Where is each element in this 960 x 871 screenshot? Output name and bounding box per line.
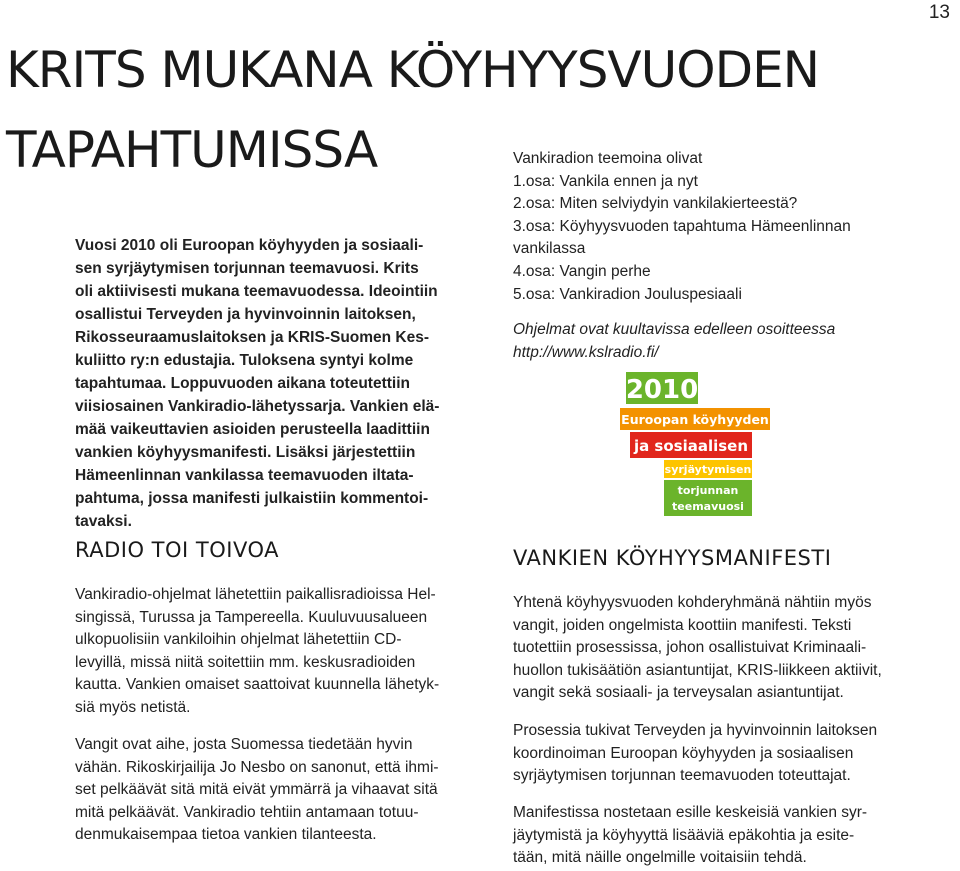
text-line: Rikosseuraamuslaitoksen ja KRIS-Suomen Kes- (75, 329, 430, 346)
list-item: vankilassa (513, 240, 586, 258)
text-line: jäytymistä ja köyhyyttä lisääviä epäkohtia ja esite- (513, 826, 855, 844)
logo-line-1: Euroopan köyhyyden (621, 412, 769, 427)
title-line: KRITS MUKANA KÖYHYYSVUODEN (6, 41, 820, 99)
text-line: koordinoiman Euroopan köyhyyden ja sosiaalisen (513, 744, 854, 762)
list-item: 4.osa: Vangin perhe (513, 262, 651, 280)
text-line: Yhtenä köyhyysvuoden kohderyhmänä nähtiin myös (513, 594, 872, 611)
text-line: vangit, joiden ongelmista koottiin manifesti. Teksti (513, 616, 852, 634)
logo-year: 2010 (625, 375, 699, 405)
text-line: siä myös netistä. (75, 698, 191, 716)
text-line: kuliitto ry:n edustajia. Tuloksena syntyi kolme (75, 352, 414, 369)
logo-line-2: ja sosiaalisen (633, 437, 749, 455)
text-line: tuotettiin prosessissa, johon osallistuivat Kriminaali- (513, 639, 867, 657)
title-line: TAPAHTUMISSA (6, 121, 378, 179)
radio-paragraph-2 (75, 734, 439, 847)
text-line: tapahtumaa. Loppuvuoden aikana toteutettiin (75, 375, 410, 392)
eu-2010-year-logo (620, 372, 770, 518)
text-line: Vankiradion teemoina olivat (513, 150, 703, 167)
text-line: vankien köyhyysmanifesti. Lisäksi järjestettiin (75, 444, 416, 461)
text-line: Manifestissa nostetaan esille keskeisiä vankien syr- (513, 804, 868, 821)
list-item: 5.osa: Vankiradion Jouluspesiaali (513, 285, 742, 303)
text-line: Prosessia tukivat Terveyden ja hyvinvoinnin laitoksen (513, 722, 878, 739)
logo-line-5: teemavuosi (672, 500, 744, 513)
manifesto-paragraph-2 (513, 720, 877, 788)
text-line: vähän. Rikoskirjailija Jo Nesbo on sanonut, että ihmi- (75, 758, 439, 776)
manifesto-paragraph-1 (513, 592, 882, 705)
text-line: osallistui Terveyden ja hyvinvoinnin laitoksen, (75, 306, 416, 323)
text-line: singissä, Turussa ja Tampereella. Kuuluvuusalueen (75, 608, 428, 626)
list-item: 3.osa: Köyhyysvuoden tapahtuma Hämeenlinnan (513, 217, 851, 235)
text-line: tavaksi. (75, 513, 132, 530)
availability-note (513, 319, 835, 364)
list-item: 1.osa: Vankila ennen ja nyt (513, 172, 698, 190)
text-line: kautta. Vankien omaiset saattoivat kuunnella lähetyk- (75, 676, 440, 694)
text-line: syrjäytymisen torjunnan teemavuoden toteuttajat. (513, 767, 851, 785)
url-text: http://www.kslradio.fi/ (513, 343, 659, 361)
intro-paragraph (75, 234, 505, 533)
text-line: huollon tukisäätiön asiantuntijat, KRIS-liikkeen aktiivit, (513, 661, 882, 679)
text-line: Hämeenlinnan vankilassa teemavuoden iltata- (75, 467, 414, 484)
text-line: vangit sekä sosiaali- ja terveysalan asiantuntijat. (513, 684, 844, 702)
logo-line-4: torjunnan (677, 484, 739, 497)
text-line: Vankiradio-ohjelmat lähetettiin paikallisradioissa Hel- (75, 586, 436, 603)
text-line: viisiosainen Vankiradio-lähetyssarja. Vankien elä- (75, 398, 440, 415)
text-line: set pelkäävät sitä mitä eivät ymmärrä ja vihaavat sitä (75, 781, 438, 799)
text-line: tään, mitä näille ongelmille voitaisiin tehdä. (513, 849, 807, 867)
radio-episode-list (513, 148, 851, 306)
list-item: 2.osa: Miten selviydyin vankilakierteestä? (513, 195, 798, 213)
logo-line-3: syrjäytymisen (664, 463, 752, 476)
page-number: 13 (928, 2, 950, 23)
text-line: mää vaikeuttavien asioiden perusteella laadittiin (75, 421, 430, 438)
text-line: levyillä, missä niitä soitettiin mm. keskusradioiden (75, 653, 416, 671)
text-line: sen syrjäytymisen torjunnan teemavuosi. Krits (75, 260, 419, 277)
text-line: Vangit ovat aihe, josta Suomessa tiedetään hyvin (75, 736, 413, 753)
text-line: Ohjelmat ovat kuultavissa edelleen osoitteessa (513, 321, 836, 338)
text-line: denmukaisempaa tietoa vankien tilanteesta. (75, 826, 377, 844)
text-line: oli aktiivisesti mukana teemavuodessa. Ideointiin (75, 283, 438, 300)
radio-paragraph-1 (75, 584, 439, 720)
text-line: Vuosi 2010 oli Euroopan köyhyyden ja sosiaali- (75, 237, 424, 254)
radio-section-heading: RADIO TOI TOIVOA (75, 538, 279, 562)
text-line: mitä pelkäävät. Vankiradio tehtiin antamaan totuu- (75, 803, 419, 821)
text-line: pahtuma, jossa manifesti julkaistiin kommentoi- (75, 490, 429, 507)
manifesto-paragraph-3 (513, 802, 867, 870)
text-line: ulkopuolisiin vankiloihin ohjelmat lähetettiin CD- (75, 631, 402, 649)
manifesto-section-heading: VANKIEN KÖYHYYSMANIFESTI (513, 546, 832, 570)
